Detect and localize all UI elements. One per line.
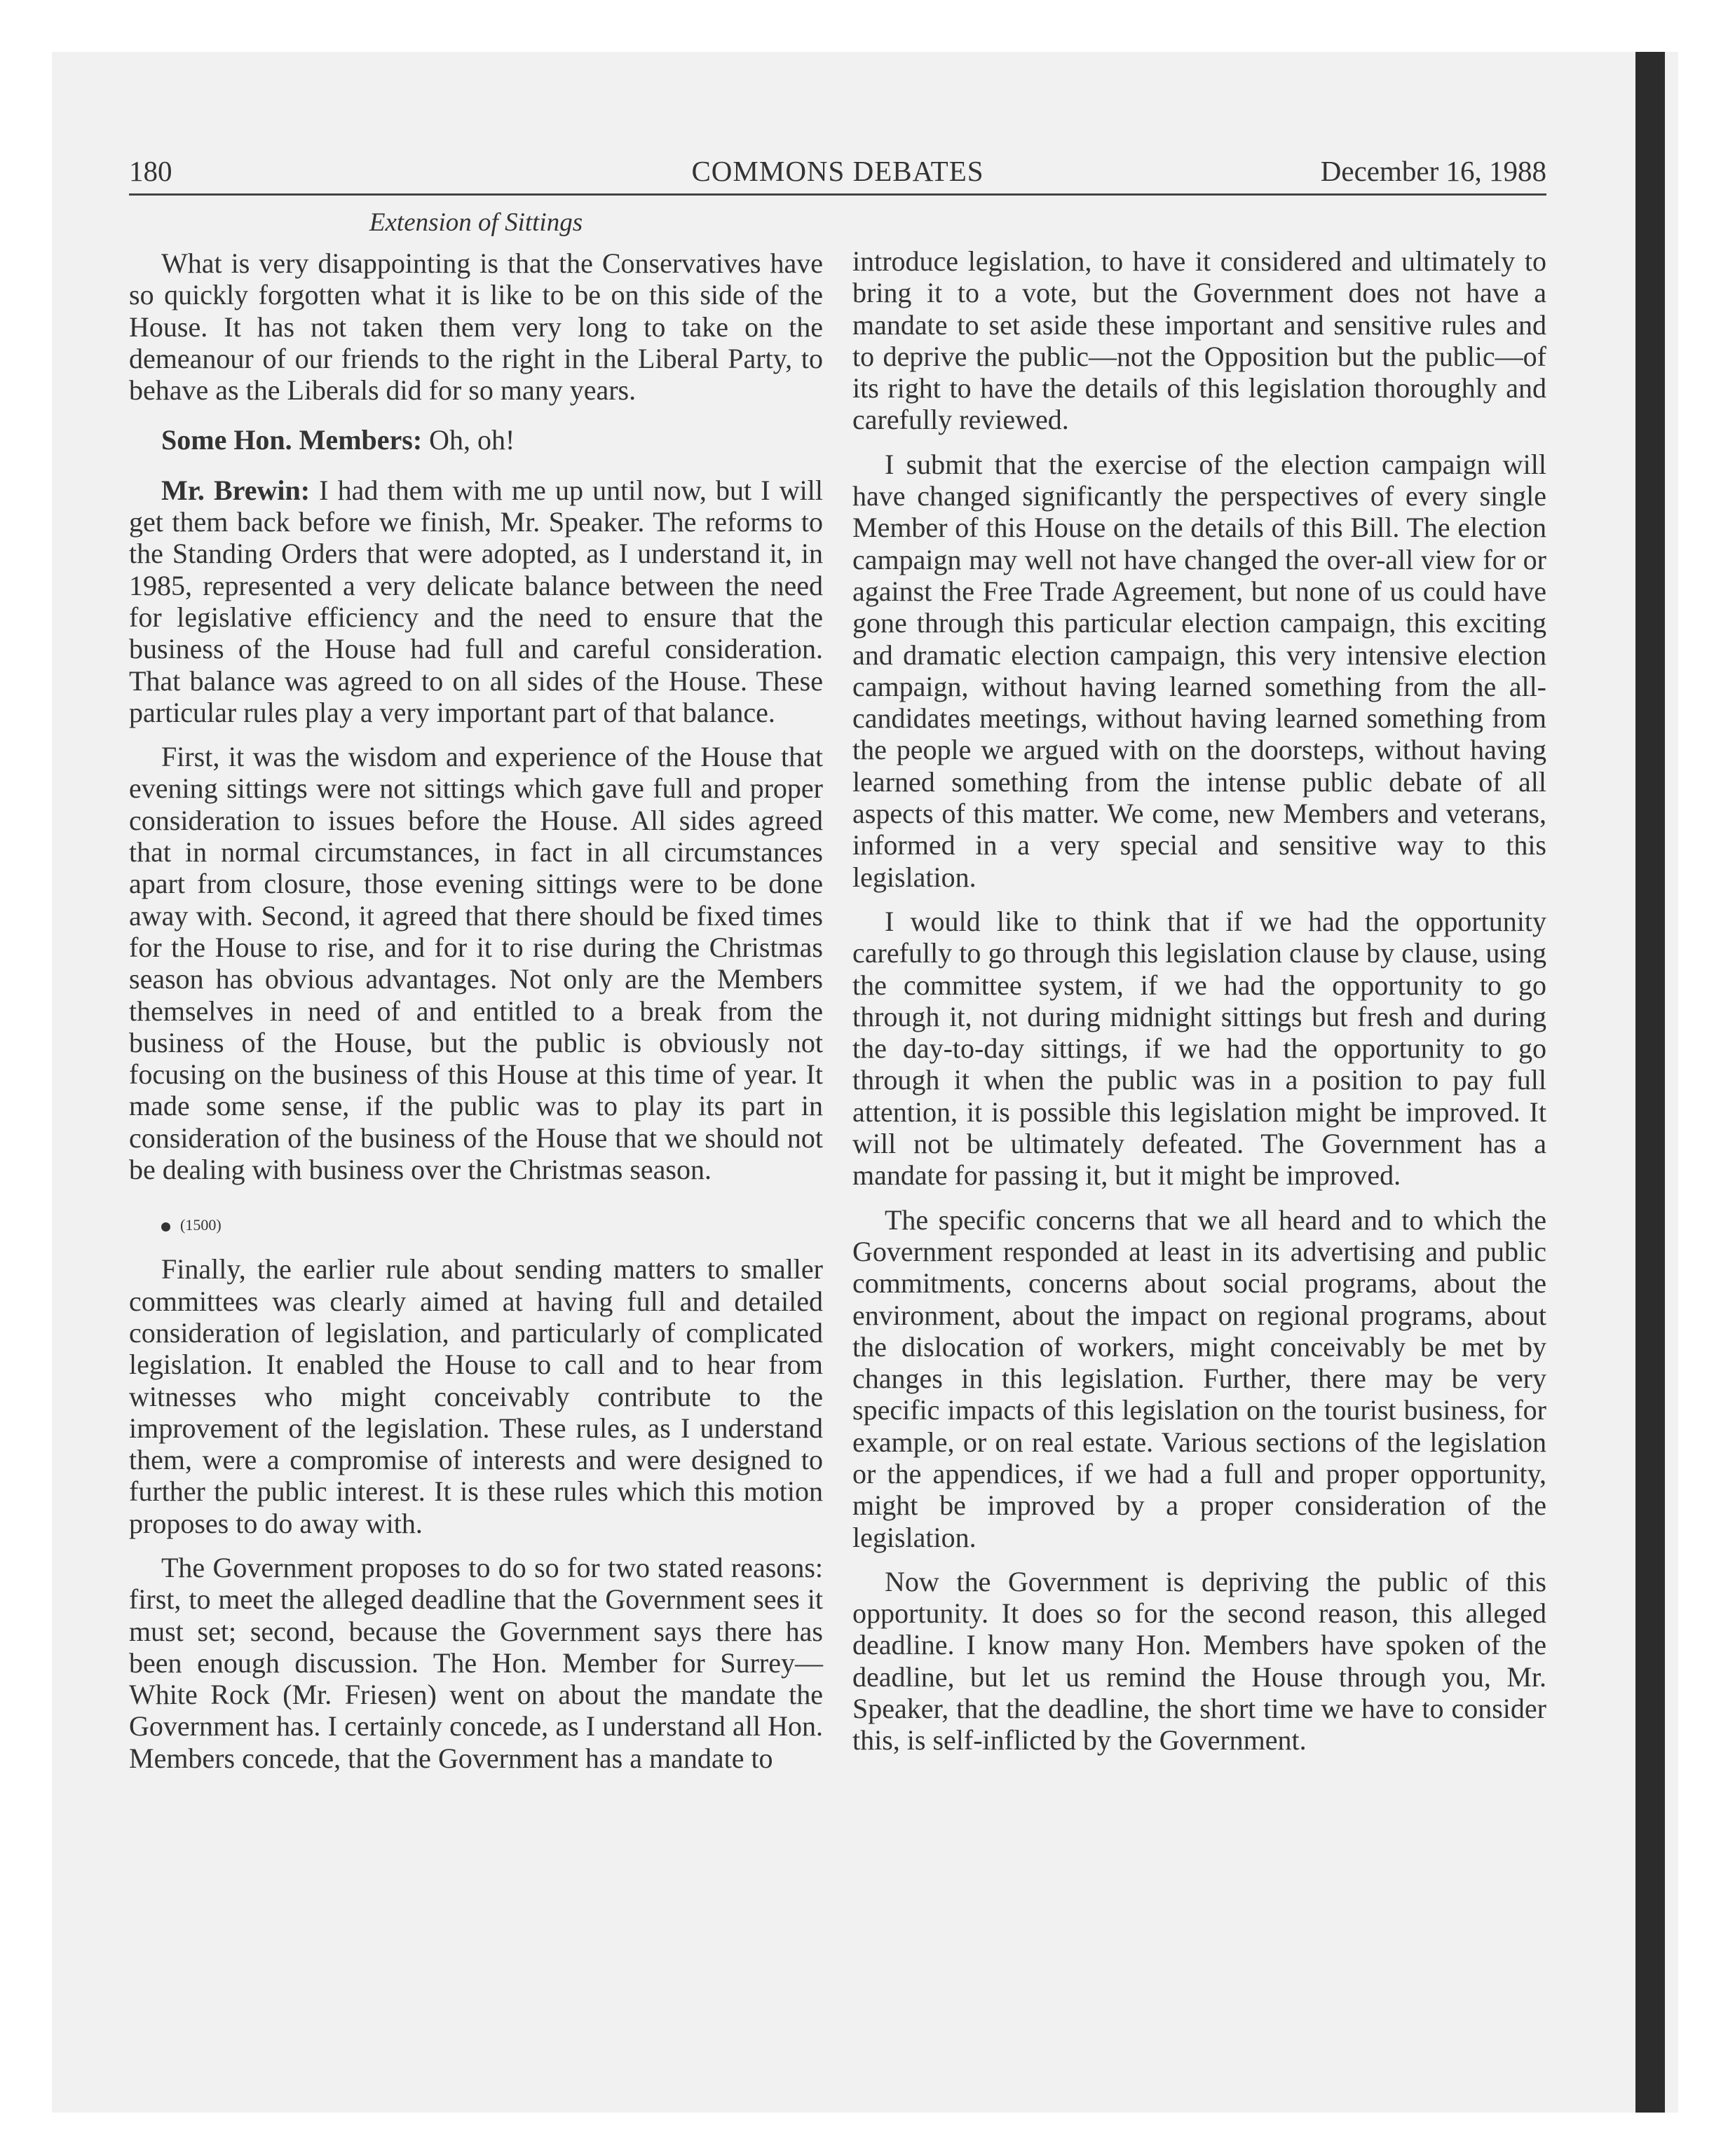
running-head: Extension of Sittings [369, 208, 583, 237]
paragraph: The specific concerns that we all heard and to which the Government responded at least in its advertising and public commitments, concerns about social programs, about the environment, about the impact on regional programs, about the dislocation of workers, might conceivably be met by changes in this legislation. Further, there may be very specific impacts of this legislation on the tourist business, for example, or on real estate. Various sections of the legislation or the appendices, if we had a full and proper opportunity, might be improved by a proper consideration of the legislation. [852, 1203, 1546, 1553]
paragraph: introduce legislation, to have it considered and ultimately to bring it to a vote, but the Government does not have a mandate to set aside these important and sensitive rules and to deprive the public—not the Opposition but the public—of its right to have the details of this legislation thoroughly and carefully reviewed. [852, 245, 1546, 436]
page-header [129, 153, 1546, 196]
paragraph: What is very disappointing is that the Conservatives have so quickly forgotten what it is like to be on this side of the House. It has not taken them very long to take on the demeanour of our friends to the right in the Liberal Party, to behave as the Liberals did for so many years. [129, 247, 823, 407]
page-number: 180 [129, 155, 172, 187]
paragraph [129, 475, 823, 728]
paragraph: Finally, the earlier rule about sending matters to smaller committees was clearly aimed at having full and detailed consideration of legislation, and particularly of complicated legislation. It enabled the House to call and to hear from witnesses who might conceivably contribute to the improvement of the legislation. These rules, as I understand them, were a compromise of interests and were designed to further the public interest. It is these rules which this motion proposes to do away with. [129, 1253, 823, 1539]
paragraph [129, 424, 823, 456]
paragraph: I submit that the exercise of the election campaign will have changed significantly the perspectives of every single Member of this House on the details of this Bill. The election campaign may well not have changed the over-all view for or against the Free Trade Agreement, but none of us could have gone through this particular election campaign, this exciting and dramatic election campaign, this very intensive election campaign, without having learned something from the all-candidates meetings, without having learned something from the people we argued with on the doorsteps, without having learned something from the intense public debate of all aspects of this matter. We come, new Members and veterans, informed in a very special and sensitive way to this legislation. [852, 448, 1546, 893]
paragraph: Now the Government is depriving the public of this opportunity. It does so for the second reason, this alleged deadline. I know many Hon. Members have spoken of the deadline, but let us remind the House through you, Mr. Speaker, that the deadline, the short time we have to consider this, is self-inflicted by the Government. [852, 1565, 1546, 1756]
paragraph: I would like to think that if we had the opportunity carefully to go through this legislation clause by clause, using the committee system, if we had the opportunity to go through it, not during midnight sittings but fresh and during the day-to-day sittings, if we had the opportunity to go through it when the public was in a position to pay full attention, it is possible this legislation might be improved. It will not be ultimately defeated. The Government has a mandate for passing it, but it might be improved. [852, 905, 1546, 1192]
speaker-name: Some Hon. Members: [161, 424, 423, 456]
speech-text: Oh, oh! [422, 424, 515, 456]
time-marker-text: (1500) [180, 1216, 222, 1234]
time-marker [129, 1209, 823, 1241]
speech-text: I had them with me up until now, but I will get them back before we finish, Mr. Speaker. The reforms to the Standing Orders that were adopted, as I understand it, in 1985, represented a very delicate balance between the need for legislative efficiency and the need to ensure that the business of the House had full and careful consideration. That balance was agreed to on all sides of the House. These particular rules play a very important part of that balance. [129, 474, 824, 728]
bullet-dot-icon [161, 1222, 170, 1231]
right-column [852, 245, 1546, 1769]
header-date: December 16, 1988 [1320, 155, 1546, 187]
paragraph: First, it was the wisdom and experience of the House that evening sittings were not sittings which gave full and proper consideration to issues before the House. All sides agreed that in normal circumstances, in fact in all circumstances apart from closure, those evening sittings were to be done away with. Second, it agreed that there should be fixed times for the House to rise, and for it to rise during the Christmas season has obvious advantages. Not only are the Members themselves in need of and entitled to a break from the business of the House, but the public is obviously not focusing on the business of this House at this time of year. It made some sense, if the public was to play its part in consideration of the business of the House that we should not be dealing with business over the Christmas season. [129, 741, 823, 1186]
speaker-name: Mr. Brewin: [161, 474, 311, 506]
paragraph: The Government proposes to do so for two stated reasons: first, to meet the alleged deadline that the Government sees it must set; second, because the Government says there has been enough discussion. The Hon. Member for Surrey—White Rock (Mr. Friesen) went on about the mandate the Government has. I certainly concede, as I understand all Hon. Members concede, that the Government has a mandate to [129, 1551, 823, 1774]
binding-edge [1635, 52, 1665, 2113]
publication-title: COMMONS DEBATES [691, 155, 984, 187]
left-column [129, 247, 823, 1787]
